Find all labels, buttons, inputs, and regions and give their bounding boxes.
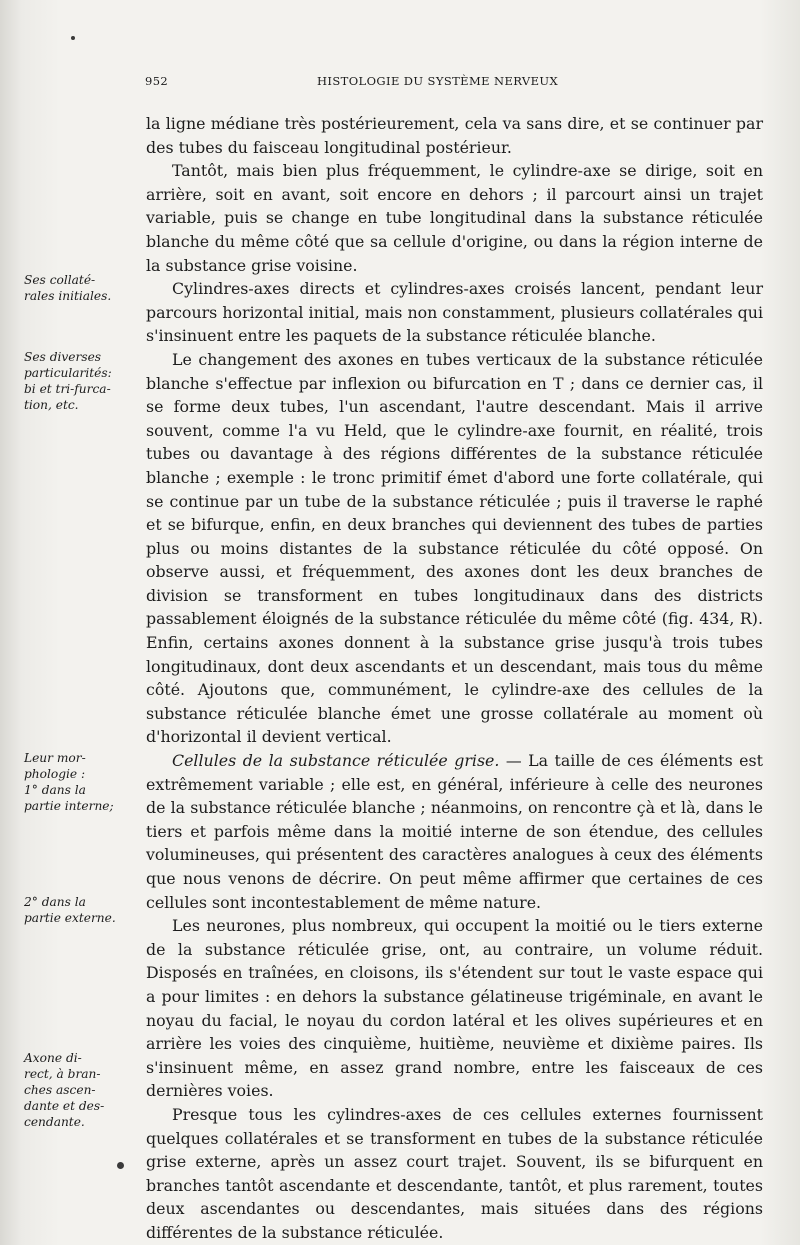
- margin-note-line: Ses diverses: [24, 350, 102, 364]
- margin-note-line: cendante.: [24, 1115, 85, 1129]
- paragraph: Cylindres-axes directs et cylindres-axes croisés lancent, pendant leur parcours horizontal initial, mais non constamment, plusieurs collatérales qui s'insinuent entre les paquets de la substance réticulée blanche.: [146, 279, 763, 346]
- margin-note-axone-direct: [24, 1050, 142, 1130]
- margin-note-line: 1° dans la: [24, 783, 86, 797]
- running-title: HISTOLOGIE DU SYSTÈME NERVEUX: [317, 74, 559, 88]
- margin-note-line: bi et tri-furca-: [24, 382, 111, 396]
- margin-note-line: Leur mor-: [24, 751, 86, 765]
- margin-note-line: rect, à bran-: [24, 1067, 101, 1081]
- margin-note-line: ches ascen-: [24, 1083, 96, 1097]
- margin-note-particularites: [24, 349, 142, 413]
- margin-note-line: particularités:: [24, 366, 112, 380]
- paragraph: [146, 749, 763, 914]
- margin-note-line: rales initiales.: [24, 289, 112, 303]
- paragraph: Le changement des axones en tubes verticaux de la substance réticulée blanche s'effectue par inflexion ou bifurcation en T ; dans ce dernier cas, il se forme deux tubes, l'un ascendant, l'autre descendant. Mais il arrive souvent, comme l'a vu Held, que le cylindre-axe fournit, en réalité, trois tubes ou davantage à des régions différentes de la substance réticulée blanche ; exemple : le tronc primitif émet d'abord une forte collatérale, qui se continue par un tube de la substance réticulée ; puis il traverse le raphé et se bifurque, enfin, en deux branches qui deviennent des tubes de parties plus ou moins distantes de la substance réticulée du côté opposé. On observe aussi, et fréquemment, des axones dont les deux branches de division se transforment en tubes longitudinaux dans des districts passablement éloignés de la substance réticulée du même côté (fig. 434, R). Enfin, certains axones donnent à la substance grise jusqu'à trois tubes longitudinaux, dont deux ascendants et un descendant, mais tous du même côté. Ajoutons que, communément, le cylindre-axe des cellules de la substance réticulée blanche émet une grosse collatérale au moment où d'horizontal il devient vertical.: [146, 349, 763, 747]
- print-speck: [71, 36, 75, 40]
- margin-note-collaterales: [24, 272, 142, 304]
- paragraph: Presque tous les cylindres-axes de ces cellules externes fournissent quelques collatérales et se transforment en tubes de la substance réticulée grise externe, après un assez court trajet. Souvent, ils se bifurquent en branches tantôt ascendante et descendante, tantôt, et plus rarement, toutes deux ascendantes ou descendantes, mais situées dans des régions différentes de la substance réticulée.: [146, 1104, 763, 1242]
- margin-note-line: partie interne;: [24, 799, 114, 813]
- margin-note-line: partie externe.: [24, 911, 116, 925]
- paragraph: Les neurones, plus nombreux, qui occupent la moitié ou le tiers externe de la substance réticulée grise, ont, au contraire, un volume réduit. Disposés en traînées, en cloisons, ils s'étendent sur tout le vaste espace qui a pour limites : en dehors la substance gélatineuse trigéminale, en avant le noyau du facial, le noyau du cordon latéral et les olives supérieures et en arrière les voies des cinquième, huitième, neuvième et dixième paires. Ils s'insinuent même, en assez grand nombre, entre les faisceaux de ces dernières voies.: [146, 916, 763, 1101]
- paragraph-text: — La taille de ces éléments est extrêmement variable ; elle est, en général, inférieure à celle des neurones de la substance réticulée blanche ; néanmoins, on rencontre çà et là, dans le tiers et parfois même dans la moitié interne de son étendue, des cellules volumineuses, qui présentent des caractères analogues à ceux des éléments que nous venons de décrire. On peut même affirmer que certaines de ces cellules sont incontestablement de même nature.: [146, 751, 763, 912]
- section-heading: Cellules de la substance réticulée grise.: [172, 751, 500, 771]
- margin-note-line: Ses collaté-: [24, 273, 96, 287]
- margin-note-line: 2° dans la: [24, 895, 86, 909]
- margin-note-line: Axone di-: [24, 1051, 82, 1065]
- margin-note-partie-externe: [24, 894, 142, 926]
- margin-note-line: phologie :: [24, 767, 86, 781]
- margin-note-line: dante et des-: [24, 1099, 105, 1113]
- body-text: [146, 112, 763, 1245]
- page-number: 952: [145, 74, 169, 88]
- running-header: [145, 74, 763, 94]
- paragraph: Tantôt, mais bien plus fréquemment, le cylindre-axe se dirige, soit en arrière, soit en avant, soit encore en dehors ; il parcourt ainsi un trajet variable, puis se change en tube longitudinal dans la substance réticulée blanche du même côté que sa cellule d'origine, ou dans la région interne de la substance grise voisine.: [146, 161, 763, 275]
- print-speck: [117, 1162, 124, 1169]
- margin-note-morphologie: [24, 750, 142, 814]
- margin-note-line: tion, etc.: [24, 398, 79, 412]
- paragraph: la ligne médiane très postérieurement, cela va sans dire, et se continuer par des tubes du faisceau longitudinal postérieur.: [146, 114, 763, 157]
